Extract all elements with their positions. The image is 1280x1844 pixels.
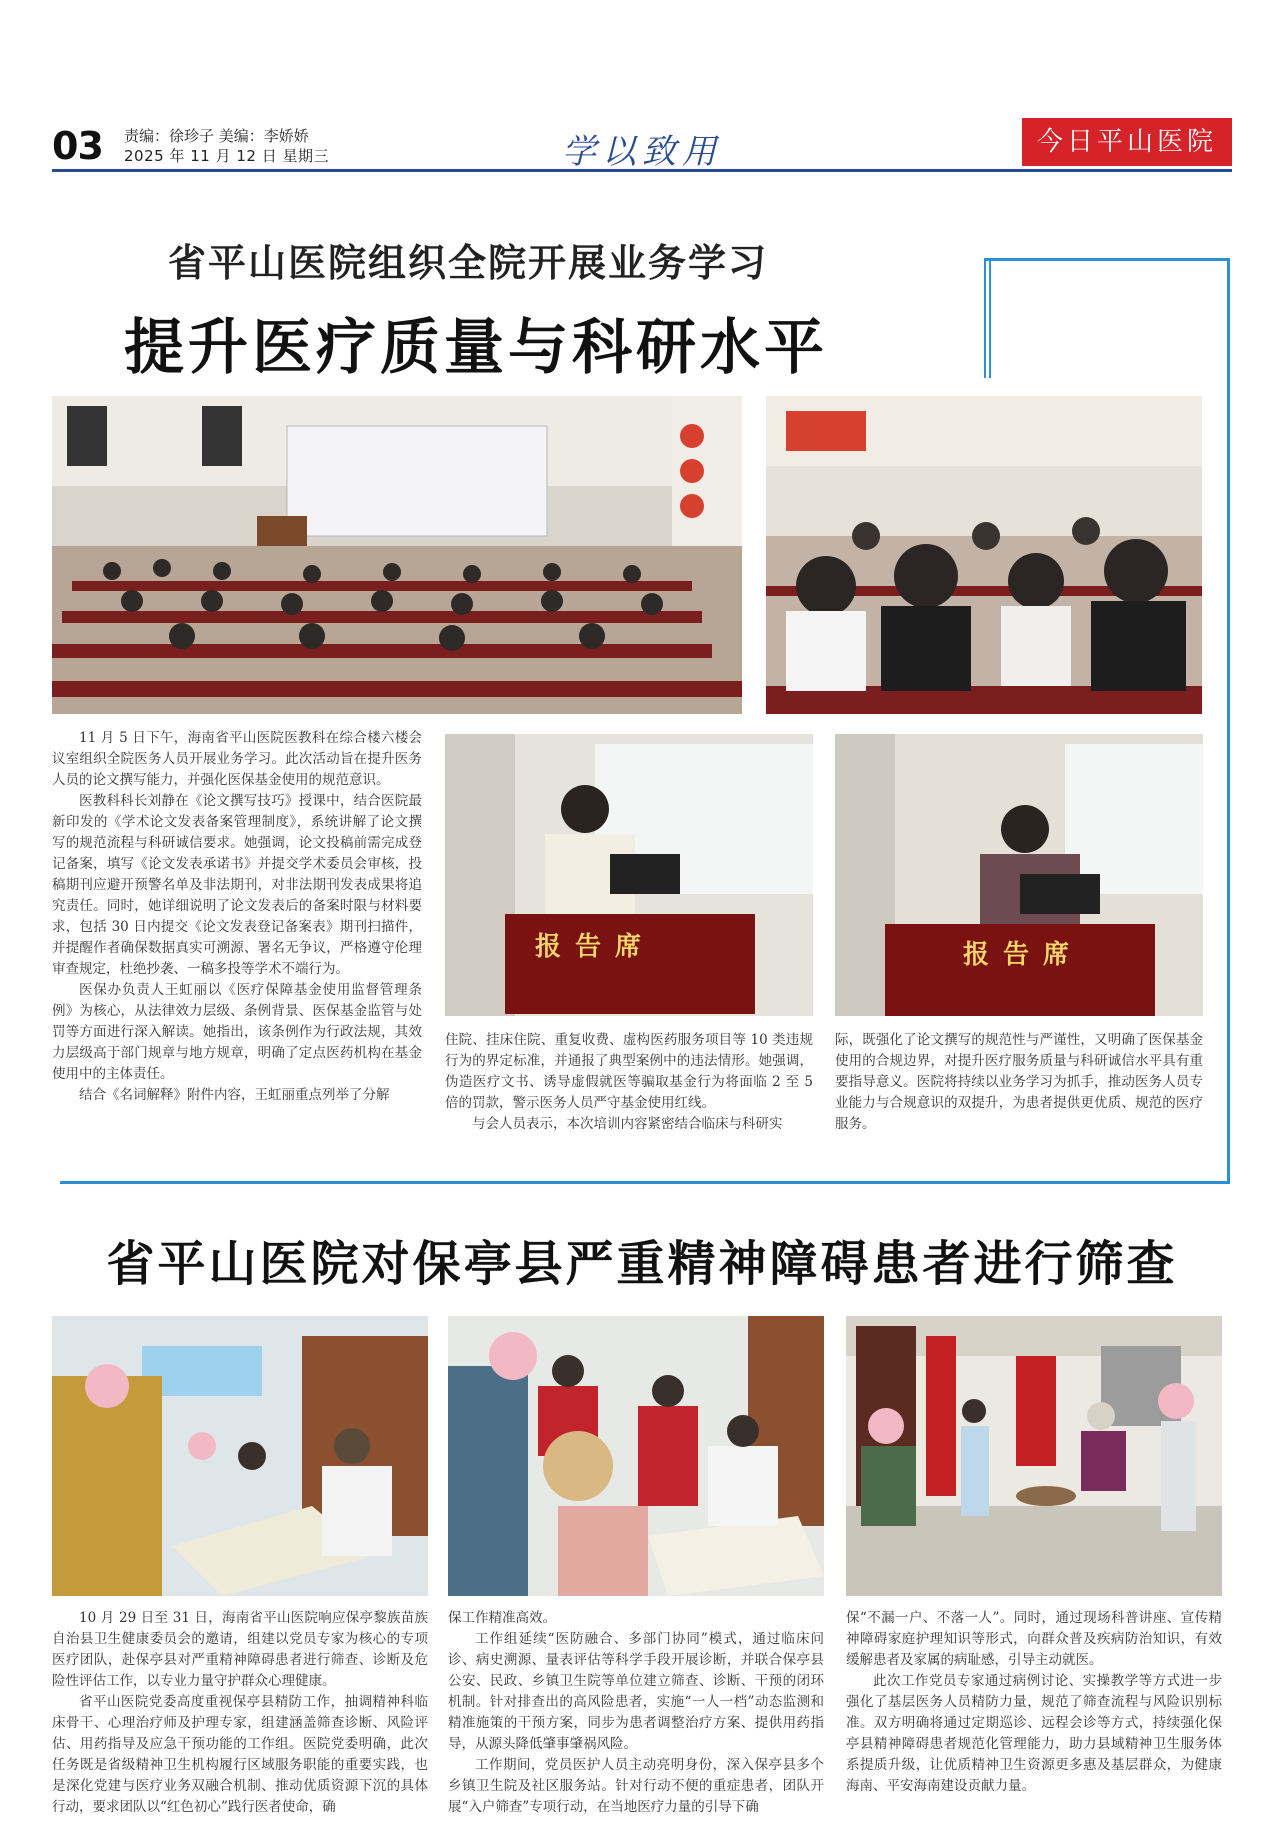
paper-name-badge: 今日平山医院: [1022, 118, 1232, 166]
photo-audience: [766, 396, 1202, 714]
masthead: [52, 120, 1232, 172]
article2-column-1: [52, 1608, 428, 1818]
article2-paragraph: 10 月 29 日至 31 日，海南省平山医院响应保亭黎族苗族自治县卫生健康委员会的邀请，组建以党员专家为核心的专项医疗团队，赴保亭县对严重精神障碍患者进行筛查、诊断及危险性评估工作，以专业力量守护群众心理健康。: [52, 1610, 428, 1689]
photo-speaker-wanghongli: [835, 734, 1203, 1016]
page-number: 03: [52, 124, 103, 168]
article2-paragraph: 保“不漏一户、不落一人”。同时，通过现场科普讲座、宣传精神障碍家庭护理知识等形式，向群众普及疾病防治知识，有效缓解患者及家属的病耻感，引导主动就医。: [846, 1610, 1222, 1668]
article2-column-3: [846, 1608, 1222, 1797]
article1-column-1: [52, 728, 422, 1106]
photo-home-visit: [846, 1316, 1222, 1596]
article1-paragraph: 医教科科长刘静在《论文撰写技巧》授课中，结合医院最新印发的《学术论文发表备案管理制度》，系统讲解了论文撰写的规范流程与科研诚信要求。她强调，论文投稿前需完成登记备案，填写《论文发表承诺书》并提交学术委员会审核，投稿期刊应避开预警名单及非法期刊，对非法期刊发表成果将追究责任。同时，她详细说明了论文发表后的备案时限与材料要求，包括 30 日内提交《论文发表登记备案表》期刊扫描件，并提醒作者确保数据真实可溯源、署名无争议，严格遵守伦理审查规定，杜绝抄袭、一稿多投等学术不端行为。: [52, 793, 422, 977]
photo-lecture-hall: [52, 396, 742, 714]
article1-paragraph: 际，既强化了论文撰写的规范性与严谨性，又明确了医保基金使用的合规边界，对提升医疗服务质量与科研诚信水平具有重要指导意义。医院将持续以业务学习为抓手，推动医务人员专业能力与合规意识的双提升，为患者提供更优质、规范的医疗服务。: [835, 1032, 1203, 1132]
article1-title: 提升医疗质量与科研水平: [124, 313, 828, 383]
article2-paragraph: 工作组延续“医防融合、多部门协同”模式，通过临床问诊、病史溯源、量表评估等科学手段开展诊断，并联合保亭县公安、民政、乡镇卫生院等单位建立筛查、诊断、干预的闭环机制。针对排查出的高风险患者，实施“一人一档”动态监测和精准施策的干预方案，同步为患者调整治疗方案、提供用药指导，从源头降低肇事肇祸风险。: [448, 1631, 824, 1752]
article2-paragraph: 保工作精准高效。: [448, 1610, 556, 1626]
article1-paragraph: 住院、挂床住院、重复收费、虚构医药服务项目等 10 类违规行为的界定标准，并通报了典型案例中的违法情形。她强调，伪造医疗文书、诱导虚假就医等骗取基金行为将面临 2 至 5 倍的罚款，警示医务人员严守基金使用红线。: [445, 1032, 813, 1111]
issue-meta: [124, 126, 329, 166]
photo-speaker-liujing: [445, 734, 813, 1016]
frame-decoration: [984, 258, 996, 378]
editors-line: 责编：徐珍子 美编：李娇娇: [124, 127, 309, 145]
article1-column-2: [445, 1030, 813, 1135]
article1-paragraph: 医保办负责人王虹丽以《医疗保障基金使用监督管理条例》为核心，从法律效力层级、条例背景、医保基金监管与处罚等方面进行深入解读。她指出，该条例作为行政法规，其效力层级高于部门规章与地方规章，明确了定点医药机构在基金使用中的主体责任。: [52, 982, 422, 1082]
article1-frame-bottom: [60, 1181, 1230, 1184]
podium-sign-2: 报告席: [963, 940, 1084, 970]
article2-paragraph: 工作期间，党员医护人员主动亮明身份，深入保亭县多个乡镇卫生院及社区服务站。针对行动不便的重症患者，团队开展“入户筛查”专项行动，在当地医疗力量的引导下确: [448, 1757, 824, 1815]
section-name: 学以致用: [562, 132, 722, 172]
podium-sign: 报告席: [535, 932, 656, 962]
photo-screening-consult: [448, 1316, 824, 1596]
photo-screening-desk: [52, 1316, 428, 1596]
article1-paragraph: 结合《名词解释》附件内容，王虹丽重点列举了分解: [79, 1087, 390, 1103]
issue-date: 2025 年 11 月 12 日 星期三: [124, 147, 329, 165]
article2-title: 省平山医院对保亭县严重精神障碍患者进行筛查: [106, 1236, 1178, 1292]
article1-column-3: [835, 1030, 1203, 1135]
article1-subtitle: 省平山医院组织全院开展业务学习: [168, 240, 769, 285]
article2-column-2: [448, 1608, 824, 1818]
article2-paragraph: 此次工作党员专家通过病例讨论、实操教学等方式进一步强化了基层医务人员精防力量，规范了筛查流程与风险识别标准。双方明确将通过定期巡诊、远程会诊等方式，持续强化保亭县精神障碍患者规范化管理能力，助力县域精神卫生服务体系提质升级，让优质精神卫生资源更多惠及基层群众，为健康海南、平安海南建设贡献力量。: [846, 1673, 1222, 1794]
article1-paragraph: 与会人员表示，本次培训内容紧密结合临床与科研实: [472, 1116, 783, 1132]
article1-paragraph: 11 月 5 日下午，海南省平山医院医教科在综合楼六楼会议室组织全院医务人员开展业务学习。此次活动旨在提升医务人员的论文撰写能力，并强化医保基金使用的规范意识。: [52, 730, 422, 788]
article2-paragraph: 省平山医院党委高度重视保亭县精防工作，抽调精神科临床骨干、心理治疗师及护理专家，组建涵盖筛查诊断、风险评估、用药指导及应急干预功能的工作组。医院党委明确，此次任务既是省级精神卫生机构履行区域服务职能的重要实践，也是深化党建与医疗业务双融合机制、推动优质资源下沉的具体行动，要求团队以“红色初心”践行医者使命，确: [52, 1694, 428, 1815]
